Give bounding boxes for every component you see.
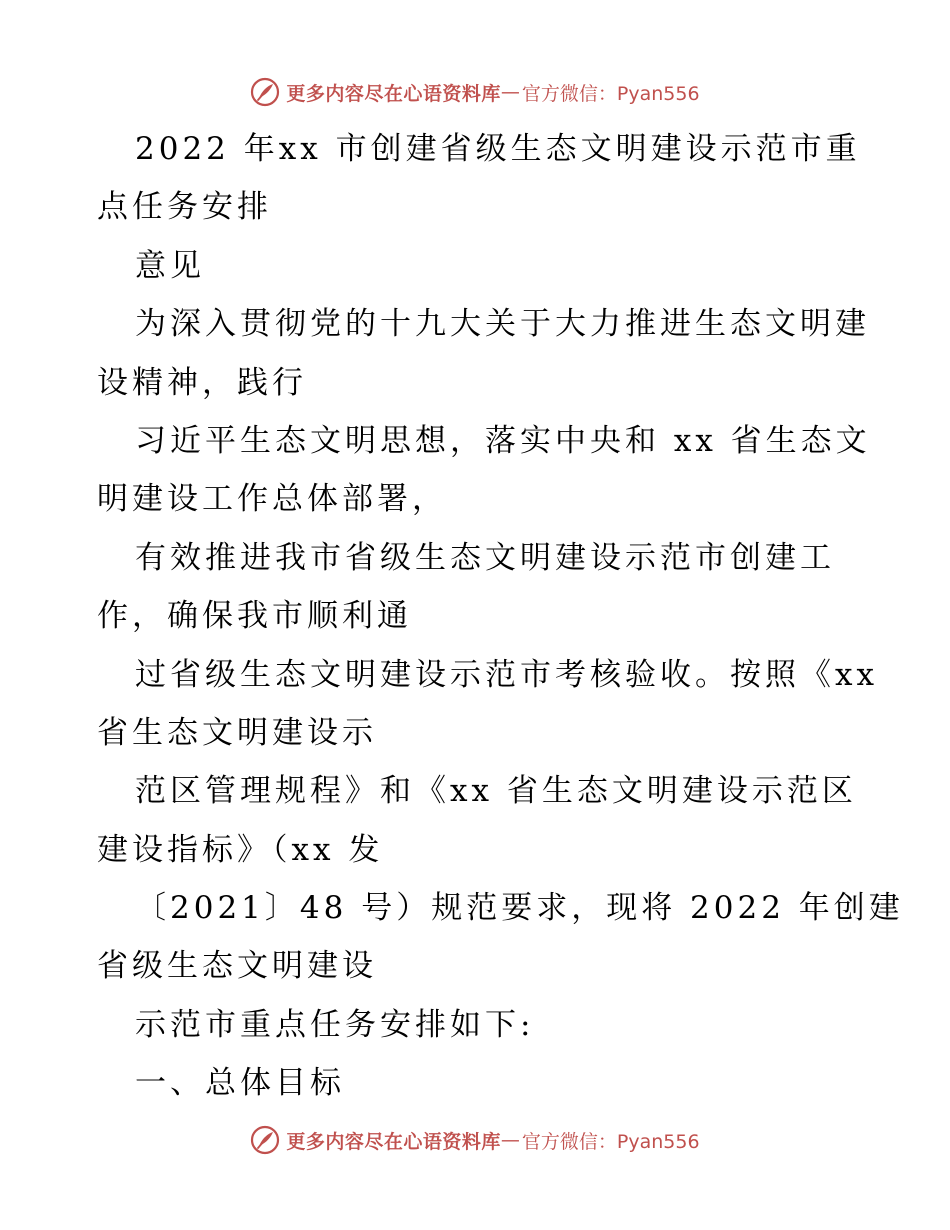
body-line: 点任务安排 — [97, 189, 272, 226]
watermark-dash: — — [500, 81, 520, 103]
section-heading: 一、总体目标 — [135, 1065, 345, 1102]
watermark-text: 更多内容尽在心语资料库 — [286, 1130, 501, 1153]
body-line: 范区管理规程》和《xx 省生态文明建设示范区 — [135, 773, 857, 810]
watermark-wechat: 官方微信：Pyan556 — [521, 1130, 700, 1153]
body-line: 2022 年xx 市创建省级生态文明建设示范市重 — [135, 131, 861, 167]
body-line: 明建设工作总体部署， — [97, 481, 447, 518]
footer-watermark — [0, 1120, 950, 1160]
body-line: 〔2021〕48 号）规范要求，现将 2022 年创建 — [135, 890, 904, 927]
watermark-wechat: 官方微信：Pyan556 — [521, 82, 700, 105]
body-line: 省生态文明建设示 — [97, 714, 377, 751]
feather-quill-icon — [250, 77, 280, 107]
body-line: 设精神，践行 — [97, 364, 307, 401]
body-line: 建设指标》（xx 发 — [97, 831, 384, 868]
body-line: 意见 — [135, 247, 205, 284]
document-body — [97, 120, 904, 1113]
header-watermark — [0, 72, 950, 112]
body-line: 为深入贯彻党的十九大关于大力推进生态文明建 — [135, 306, 870, 343]
watermark-dash: — — [500, 1129, 520, 1151]
body-line: 作，确保我市顺利通 — [97, 598, 412, 635]
body-line: 过省级生态文明建设示范市考核验收。按照《xx — [135, 656, 878, 693]
feather-quill-icon — [250, 1125, 280, 1155]
body-line: 示范市重点任务安排如下: — [135, 1006, 535, 1043]
watermark-text: 更多内容尽在心语资料库 — [286, 82, 501, 105]
body-line: 省级生态文明建设 — [97, 948, 377, 985]
body-line: 有效推进我市省级生态文明建设示范市创建工 — [135, 539, 835, 576]
body-line: 习近平生态文明思想，落实中央和 xx 省生态文 — [135, 422, 871, 459]
